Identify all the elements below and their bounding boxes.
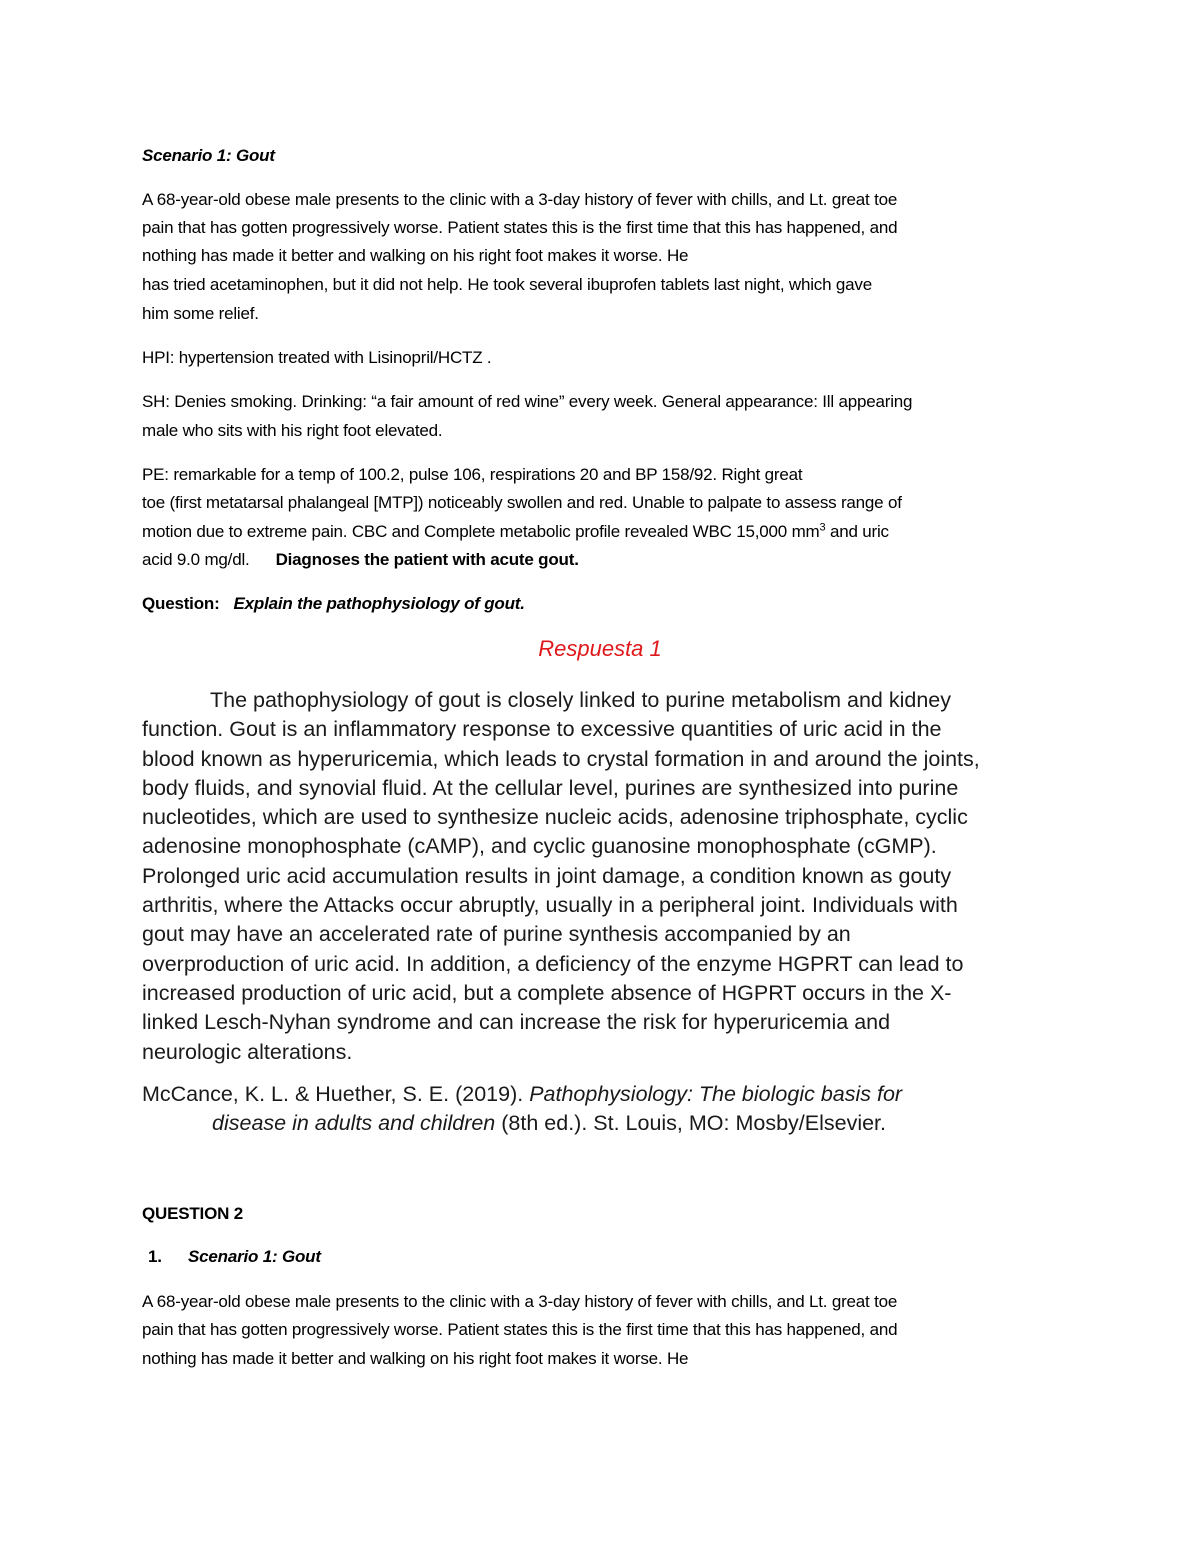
question2-heading: QUESTION 2 — [142, 1204, 243, 1223]
answer-line: increased production of uric acid, but a complete absence of HGPRT occurs in the X- — [142, 980, 952, 1005]
answer-line: overproduction of uric acid. In addition, a deficiency of the enzyme HGPRT can lead to — [142, 951, 964, 976]
scenario-title: Scenario 1: Gout — [142, 146, 275, 165]
answer-line: function. Gout is an inflammatory response to excessive quantities of uric acid in the — [142, 717, 942, 742]
answer-line: linked Lesch-Nyhan syndrome and can increase the risk for hyperuricemia and — [142, 1010, 891, 1035]
pe-line: PE: remarkable for a temp of 100.2, pulse 106, respirations 20 and BP 158/92. Right great — [142, 465, 803, 484]
list-number: 1. — [148, 1247, 162, 1266]
sh-line: SH: Denies smoking. Drinking: “a fair amount of red wine” every week. General appearance: Ill appearing — [142, 392, 913, 411]
reference-title-part1: Pathophysiology: The biologic basis for — [529, 1082, 903, 1106]
hpi-line: HPI: hypertension treated with Lisinopril/HCTZ . — [142, 348, 492, 367]
question2-list-item — [148, 1243, 321, 1271]
answer-line: blood known as hyperuricemia, which leads to crystal formation in and around the joints, — [142, 746, 980, 771]
answer-line: gout may have an accelerated rate of purine synthesis accompanied by an — [142, 922, 851, 947]
question2-paragraph-line: nothing has made it better and walking on his right foot makes it worse. He — [142, 1349, 689, 1368]
answer-line: Prolonged uric acid accumulation results in joint damage, a condition known as gouty — [142, 863, 952, 888]
question2-paragraph-line: pain that has gotten progressively worse. Patient states this is the first time that this has happened, and — [142, 1320, 898, 1339]
sh-line: male who sits with his right foot elevated. — [142, 421, 443, 440]
answer-line: arthritis, where the Attacks occur abruptly, usually in a peripheral joint. Individuals with — [142, 893, 958, 918]
answer-line: nucleotides, which are used to synthesize nucleic acids, adenosine triphosphate, cyclic — [142, 805, 968, 830]
scenario-paragraph-line: has tried acetaminophen, but it did not help. He took several ibuprofen tablets last night, which gave — [142, 275, 872, 294]
question-line — [142, 590, 525, 618]
answer-line: neurologic alterations. — [142, 1039, 353, 1064]
pe-superscript: 3 — [819, 521, 826, 534]
reference-title-part2: disease in adults and children — [212, 1111, 496, 1136]
reference-line — [142, 1080, 1072, 1109]
pe-line-text: motion due to extreme pain. CBC and Complete metabolic profile revealed WBC 15,000 mm — [142, 522, 820, 541]
question-label: Question: — [142, 594, 220, 613]
answer-line: body fluids, and synovial fluid. At the cellular level, purines are synthesized into purine — [142, 775, 959, 800]
reference-citation — [142, 1080, 1072, 1139]
answer-line: adenosine monophosphate (cAMP), and cyclic guanosine monophosphate (cGMP). — [142, 834, 937, 859]
diagnosis-text: Diagnoses the patient with acute gout. — [275, 550, 579, 569]
reference-line — [142, 1109, 1072, 1138]
question-text: Explain the pathophysiology of gout. — [233, 594, 525, 613]
answer-body — [142, 686, 1072, 1067]
pe-line-tail: and uric — [825, 522, 889, 541]
question2-item-title: Scenario 1: Gout — [188, 1247, 321, 1266]
reference-authors: McCance, K. L. & Huether, S. E. (2019). — [142, 1082, 530, 1106]
answer-line: The pathophysiology of gout is closely linked to purine metabolism and kidney — [210, 688, 951, 712]
scenario-paragraph-line: pain that has gotten progressively worse. Patient states this is the first time that this has happened, and — [142, 218, 898, 237]
scenario-paragraph-line: A 68-year-old obese male presents to the clinic with a 3-day history of fever with chills, and Lt. great toe — [142, 190, 898, 209]
reference-tail: (8th ed.). St. Louis, MO: Mosby/Elsevier. — [495, 1111, 887, 1136]
pe-line — [142, 518, 889, 546]
scenario-paragraph-line: nothing has made it better and walking on his right foot makes it worse. He — [142, 246, 689, 265]
scenario-paragraph-line: him some relief. — [142, 304, 259, 323]
pe-line: toe (first metatarsal phalangeal [MTP]) noticeably swollen and red. Unable to palpate to assess range of — [142, 493, 902, 512]
pe-line-text: acid 9.0 mg/dl. — [142, 550, 250, 569]
respuesta-title: Respuesta 1 — [538, 636, 662, 661]
question2-paragraph-line: A 68-year-old obese male presents to the clinic with a 3-day history of fever with chills, and Lt. great toe — [142, 1292, 898, 1311]
pe-line — [142, 546, 579, 574]
